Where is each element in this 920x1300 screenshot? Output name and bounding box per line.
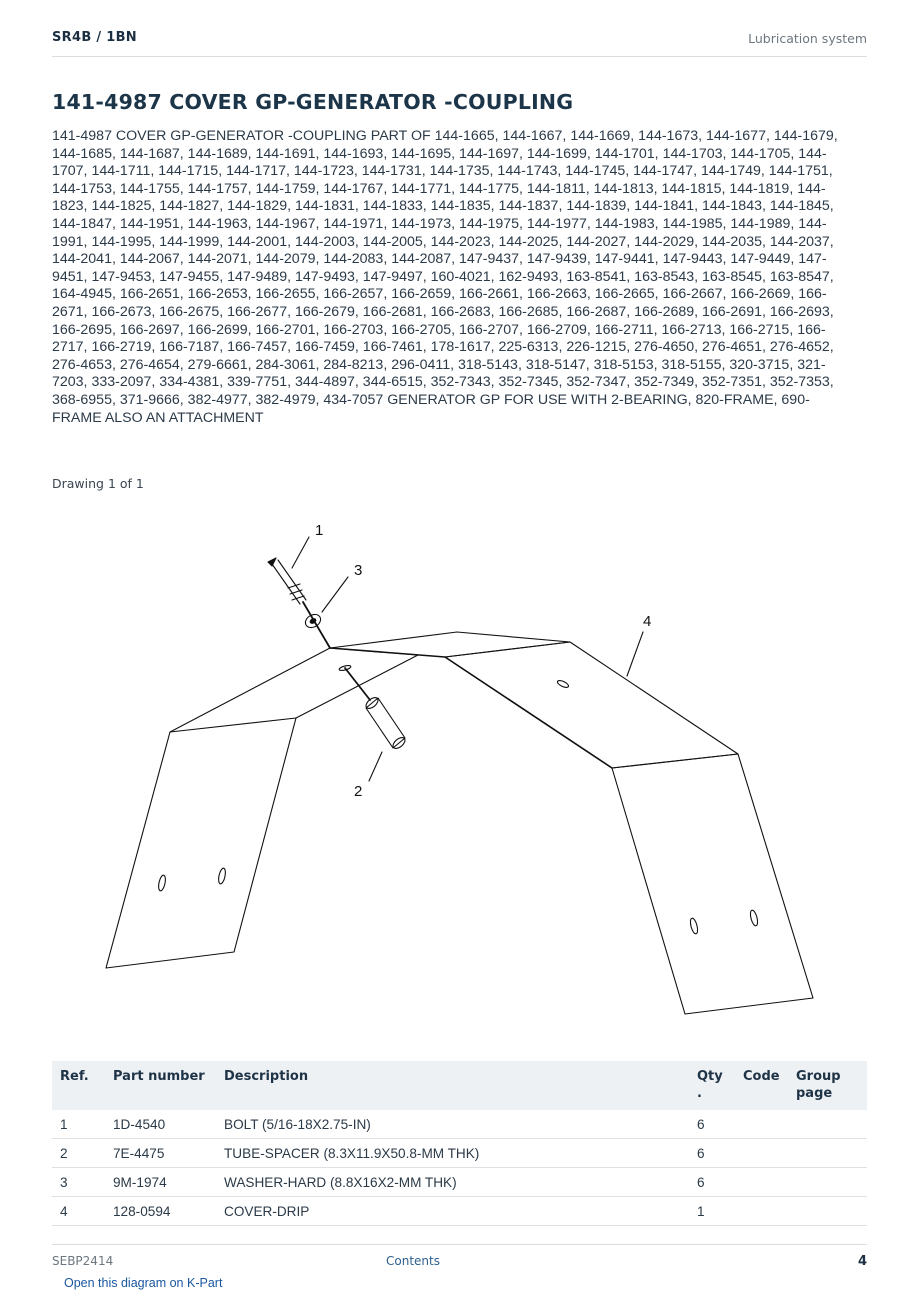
cell-ref: 3 — [52, 1168, 105, 1197]
cover-right-slope — [445, 642, 738, 768]
col-header-group-page: Group page — [788, 1061, 867, 1110]
col-header-part-number: Part number — [105, 1061, 216, 1110]
page-number: 4 — [857, 1254, 867, 1269]
cell-code — [735, 1197, 788, 1226]
cell-group-page — [788, 1139, 867, 1168]
cell-qty: 1 — [689, 1197, 735, 1226]
tube-spacer — [364, 695, 407, 750]
callout-2: 2 — [354, 783, 363, 800]
drawing-label: Drawing 1 of 1 — [52, 476, 144, 491]
cell-description: TUBE-SPACER (8.3X11.9X50.8-MM THK) — [216, 1139, 689, 1168]
leader-line — [322, 577, 348, 612]
contents-link[interactable]: Contents — [386, 1254, 440, 1268]
slot — [217, 868, 226, 885]
cover-right-panel — [612, 754, 813, 1014]
cell-qty: 6 — [689, 1139, 735, 1168]
slot — [689, 917, 699, 934]
callout-3: 3 — [354, 562, 363, 579]
cell-group-page — [788, 1168, 867, 1197]
cell-part-number: 9M-1974 — [105, 1168, 216, 1197]
model-label: SR4B / 1BN — [52, 30, 137, 45]
page-header — [52, 28, 867, 57]
cell-ref: 4 — [52, 1197, 105, 1226]
cell-part-number: 7E-4475 — [105, 1139, 216, 1168]
leader-line — [627, 632, 643, 676]
cover-left-panel — [106, 718, 296, 968]
cell-code — [735, 1110, 788, 1139]
parts-table — [52, 1061, 867, 1226]
leader-line — [369, 752, 382, 781]
table-row — [52, 1168, 867, 1197]
page-footer — [52, 1244, 867, 1277]
page-title: 141-4987 COVER GP-GENERATOR -COUPLING — [52, 90, 574, 114]
leader-line — [292, 537, 309, 568]
cell-part-number: 1D-4540 — [105, 1110, 216, 1139]
table-row — [52, 1139, 867, 1168]
cell-description: BOLT (5/16-18X2.75-IN) — [216, 1110, 689, 1139]
callout-1: 1 — [315, 522, 324, 539]
cell-code — [735, 1139, 788, 1168]
cell-code — [735, 1168, 788, 1197]
cover-top-face — [330, 632, 570, 657]
cell-group-page — [788, 1110, 867, 1139]
hole — [557, 679, 570, 689]
slot — [157, 875, 166, 892]
cell-ref: 1 — [52, 1110, 105, 1139]
document-id: SEBP2414 — [52, 1254, 114, 1268]
col-header-code: Code — [735, 1061, 788, 1110]
cell-qty: 6 — [689, 1110, 735, 1139]
col-header-qty: Qty . — [689, 1061, 735, 1110]
cell-qty: 6 — [689, 1168, 735, 1197]
col-header-description: Description — [216, 1061, 689, 1110]
open-in-kpart-link[interactable]: Open this diagram on K-Part — [64, 1276, 223, 1290]
cell-ref: 2 — [52, 1139, 105, 1168]
parts-diagram — [0, 500, 920, 1040]
col-header-ref: Ref. — [52, 1061, 105, 1110]
slot — [749, 909, 759, 926]
parts-description: 141-4987 COVER GP-GENERATOR -COUPLING PART OF 144-1665, 144-1667, 144-1669, 144-1673, 144-1677, 144-1679, 144-1685, 144-1687, 144-1689, 144-1691, 144-1693, 144-1695, 144-1697, 144-1699, 144-1701, 144-1703, 144-1705, 144-1707, 144-1711, 144-1715, 144-1717, 144-1723, 144-1731, 144-1735, 144-1743, 144-1745, 144-1747, 144-1749, 144-1751, 144-1753, 144-1755, 144-1757, 144-1759, 144-1767, 144-1771, 144-1775, 144-1811, 144-1813, 144-1815, 144-1819, 144-1823, 144-1825, 144-1827, 144-1829, 144-1831, 144-1833, 144-1835, 144-1837, 144-1839, 144-1841, 144-1843, 144-1845, 144-1847, 144-1951, 144-1963, 144-1967, 144-1971, 144-1973, 144-1975, 144-1977, 144-1983, 144-1985, 144-1989, 144-1991, 144-1995, 144-1999, 144-2001, 144-2003, 144-2005, 144-2023, 144-2025, 144-2027, 144-2029, 144-2035, 144-2037, 144-2041, 144-2067, 144-2071, 144-2079, 144-2083, 144-2087, 147-9437, 147-9439, 147-9441, 147-9443, 147-9449, 147-9451, 147-9453, 147-9455, 147-9489, 147-9493, 147-9497, 160-4021, 162-9493, 163-8541, 163-8543, 163-8545, 163-8547, 164-4945, 166-2651, 166-2653, 166-2655, 166-2657, 166-2659, 166-2661, 166-2663, 166-2665, 166-2667, 166-2669, 166-2671, 166-2673, 166-2675, 166-2677, 166-2679, 166-2681, 166-2683, 166-2685, 166-2687, 166-2689, 166-2691, 166-2693, 166-2695, 166-2697, 166-2699, 166-2701, 166-2703, 166-2705, 166-2707, 166-2709, 166-2711, 166-2713, 166-2715, 166-2717, 166-2719, 166-7187, 166-7457, 166-7459, 166-7461, 178-1617, 225-6313, 226-1215, 276-4650, 276-4651, 276-4652, 276-4653, 276-4654, 279-6661, 284-3061, 284-8213, 296-0411, 318-5143, 318-5147, 318-5153, 318-5155, 320-3715, 321-7203, 333-2097, 334-4381, 339-7751, 344-4897, 344-6515, 352-7343, 352-7345, 352-7347, 352-7349, 352-7351, 352-7353, 368-6955, 371-9666, 382-4977, 382-4979, 434-7057 GENERATOR GP FOR USE WITH 2-BEARING, 820-FRAME, 690-FRAME ALSO AN ATTACHMENT — [52, 128, 838, 426]
cover-left-slope — [170, 648, 418, 732]
cell-group-page — [788, 1197, 867, 1226]
table-row — [52, 1110, 867, 1139]
cell-description: WASHER-HARD (8.8X16X2-MM THK) — [216, 1168, 689, 1197]
callout-4: 4 — [643, 613, 652, 630]
cell-part-number: 128-0594 — [105, 1197, 216, 1226]
table-row — [52, 1197, 867, 1226]
cell-description: COVER-DRIP — [216, 1197, 689, 1226]
table-header-row — [52, 1061, 867, 1110]
bolt — [268, 558, 330, 648]
section-label: Lubrication system — [748, 31, 867, 46]
